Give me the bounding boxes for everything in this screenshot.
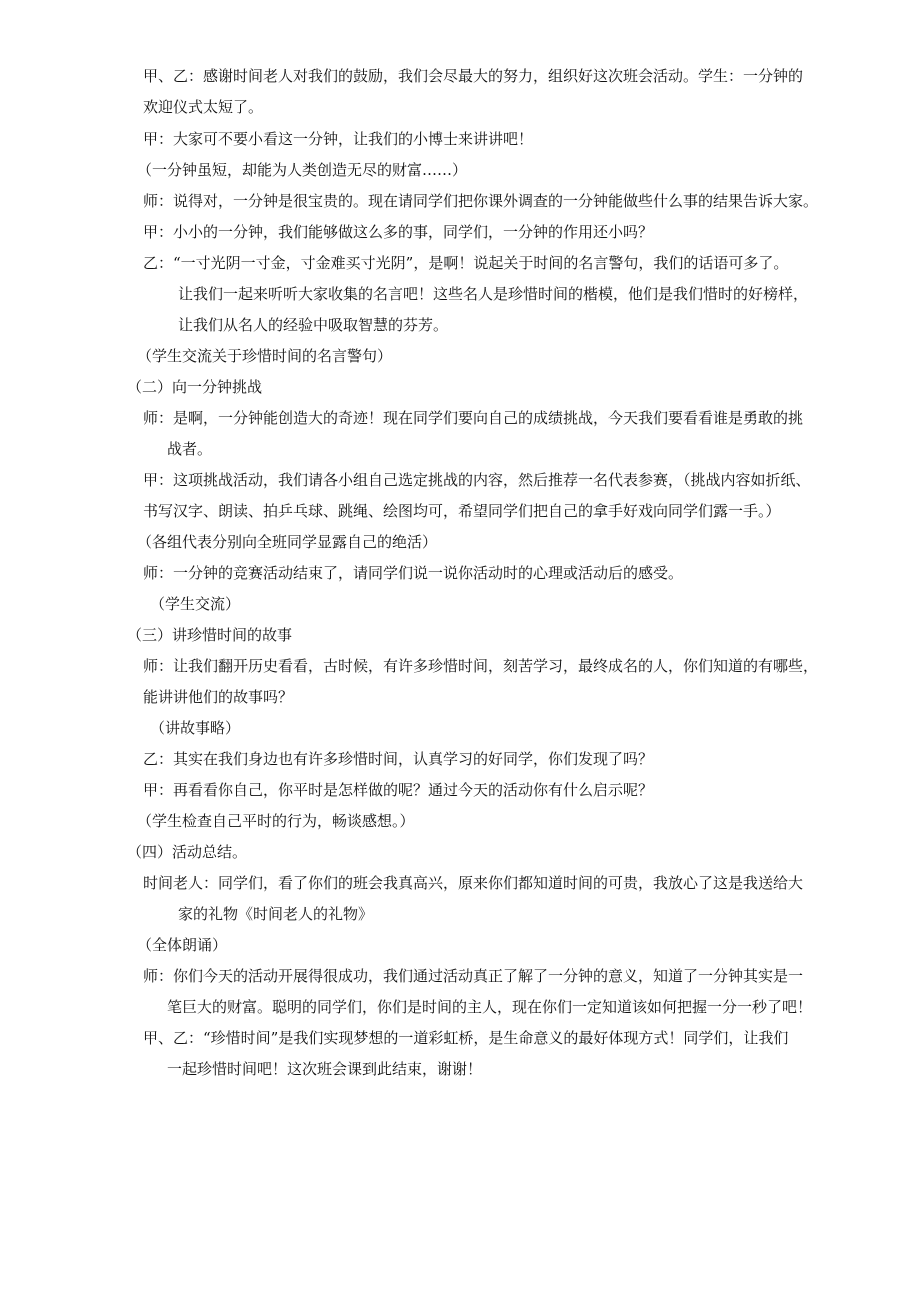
text-line: 一起珍惜时间吧！这次班会课到此结束，谢谢！ [167,1060,483,1078]
text-line: （学生交流） [150,595,241,613]
text-line: 师：你们今天的活动开展得很成功，我们通过活动真正了解了一分钟的意义，知道了一分钟其实是一 [143,967,804,985]
text-line: 欢迎仪式太短了。 [143,98,264,116]
text-line: （学生交流关于珍惜时间的名言警句） [137,347,393,365]
text-line: 让我们从名人的经验中吸取智慧的芬芳。 [178,316,449,334]
text-line: 甲：大家可不要小看这一分钟，让我们的小博士来讲讲吧！ [143,130,534,148]
text-line: （学生检查自己平时的行为，畅谈感想。） [137,812,415,830]
text-line: 甲、乙：感谢时间老人对我们的鼓励，我们会尽最大的努力，组织好这次班会活动。学生：一分钟的 [143,67,804,85]
text-line: 笔巨大的财富。聪明的同学们，你们是时间的主人，现在你们一定知道该如何把握一分一秒了吧！ [167,998,813,1016]
text-line: 能讲讲他们的故事吗？ [143,688,294,706]
text-line: 时间老人：同学们，看了你们的班会我真高兴，原来你们都知道时间的可贵，我放心了这是我送给大 [143,874,804,892]
text-line: 家的礼物《时间老人的礼物》 [178,905,374,923]
text-line: 甲：再看看你自己，你平时是怎样做的呢？通过今天的活动你有什么启示呢？ [143,781,654,799]
text-line: （各组代表分别向全班同学显露自己的绝活） [137,533,438,551]
text-line: 师：让我们翻开历史看看，古时候，有许多珍惜时间，刻苦学习，最终成名的人，你们知道的有哪些， [143,657,819,675]
text-line: （一分钟虽短，却能为人类创造无尽的财富……） [137,161,468,179]
text-line: （讲故事略） [150,719,241,737]
section-heading: （三）讲珍惜时间的故事 [127,626,293,644]
section-heading: （四）活动总结。 [127,843,248,861]
text-line: 书写汉字、朗读、拍乒乓球、跳绳、绘图均可，希望同学们把自己的拿手好戏向同学们露一手。） [143,502,781,520]
text-line: 甲：小小的一分钟，我们能够做这么多的事，同学们，一分钟的作用还小吗？ [143,223,654,241]
text-line: （全体朗诵） [137,936,228,954]
text-line: 甲、乙：“珍惜时间”是我们实现梦想的一道彩虹桥，是生命意义的最好体现方式！同学们，让我们 [143,1029,789,1047]
text-line: 师：一分钟的竞赛活动结束了，请同学们说一说你活动时的心理或活动后的感受。 [143,564,684,582]
text-line: 乙：“一寸光阴一寸金，寸金难买寸光阴”，是啊！说起关于时间的名言警句，我们的话语可多了。 [143,254,789,272]
text-line: 乙：其实在我们身边也有许多珍惜时间，认真学习的好同学，你们发现了吗？ [143,750,654,768]
text-line: 师：是啊，一分钟能创造大的奇迹！现在同学们要向自己的成绩挑战，今天我们要看看谁是勇敢的挑 [143,409,804,427]
text-line: 战者。 [167,440,213,458]
text-line: 让我们一起来听听大家收集的名言吧！这些名人是珍惜时间的楷模，他们是我们惜时的好榜样， [178,285,809,303]
text-line: 甲：这项挑战活动，我们请各小组自己选定挑战的内容，然后推荐一名代表参赛，（挑战内容如折纸、 [143,471,811,489]
text-line: 师：说得对，一分钟是很宝贵的。现在请同学们把你课外调查的一分钟能做些什么事的结果告诉大家。 [143,192,819,210]
section-heading: （二）向一分钟挑战 [127,378,263,396]
